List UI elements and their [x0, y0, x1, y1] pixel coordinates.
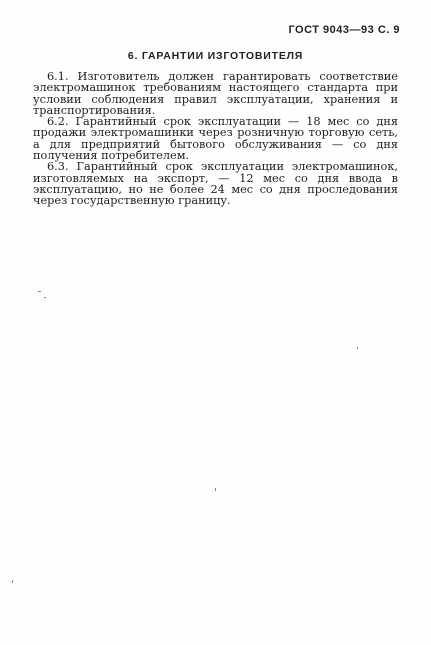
section-title: 6. ГАРАНТИИ ИЗГОТОВИТЕЛЯ	[127, 50, 304, 62]
paragraph-6-3: 6.3. Гарантийный срок эксплуатации электромашинок, изготовляемых на экспорт, — 12 мес со дня ввода в эксплуатацию, но не более 24 мес со дня проследования через государственную границу.	[33, 160, 398, 208]
scan-speck	[215, 488, 216, 491]
page-header: ГОСТ 9043—93 С. 9	[288, 24, 400, 36]
paragraph-6-2: 6.2. Гарантийный срок эксплуатации — 18 мес со дня продажи электромашинки через розничную торговую сеть, а для предприятий бытового обслуживания — со дня получения потребителем.	[33, 115, 398, 163]
scan-speck	[12, 580, 13, 583]
scan-speck	[38, 291, 41, 292]
paragraph-6-1: 6.1. Изготовитель должен гарантировать соответствие электромашинок требованиям настоящего стандарта при условии соблюдения правил эксплуатации, хранения и транспортирования.	[33, 70, 398, 117]
scan-speck	[44, 297, 46, 298]
scan-speck	[357, 347, 358, 349]
document-body	[33, 71, 398, 207]
